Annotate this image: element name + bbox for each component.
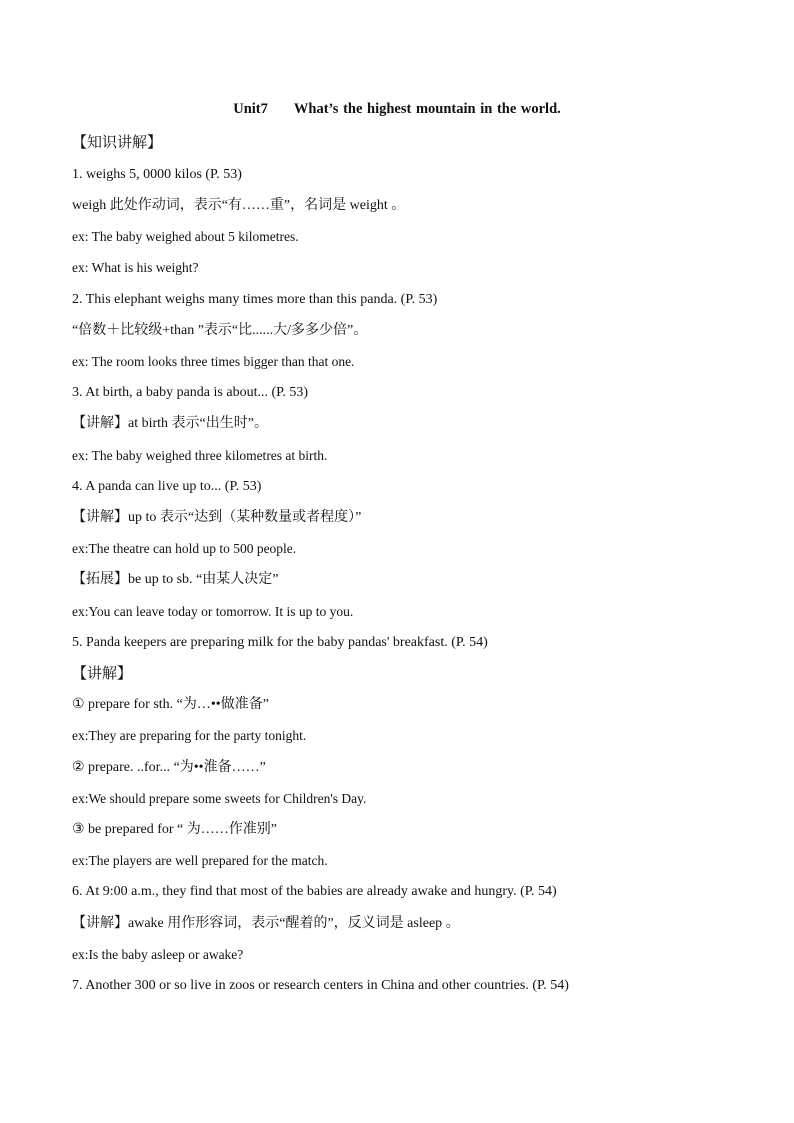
item-6-explanation: 【讲解】awake 用作形容词，表示“醒着的”，反义词是 asleep 。 xyxy=(72,916,460,931)
section-heading: 【知识讲解】 xyxy=(72,135,163,151)
item-5-explanation-label: 【讲解】 xyxy=(72,666,133,682)
item-1-example-2: ex: What is his weight? xyxy=(72,260,199,275)
item-5-usage-2-example: ex:We should prepare some sweets for Children's Day. xyxy=(72,791,367,806)
title-text: What’s the highest mountain in the world. xyxy=(293,101,561,117)
item-4-heading: 4. A panda can live up to... (P. 53) xyxy=(72,479,262,494)
item-5-usage-2: ② prepare. ..for... “为••淮备……” xyxy=(72,760,266,775)
item-2-heading: 2. This elephant weighs many times more than this panda. (P. 53) xyxy=(72,292,438,307)
item-2-explanation: “倍数＋比较级+than ”表示“比......大/多多少倍”。 xyxy=(72,323,368,338)
item-7-heading: 7. Another 300 or so live in zoos or research centers in China and other countries. (P. 54) xyxy=(72,978,569,993)
item-5-usage-3-example: ex:The players are well prepared for the match. xyxy=(72,853,328,868)
item-4-explanation: 【讲解】up to 表示“达到（某种数量或者程度）” xyxy=(72,510,362,525)
unit-label: Unit7 xyxy=(233,101,268,117)
item-2-example: ex: The room looks three times bigger than that one. xyxy=(72,354,355,369)
item-4-example: ex:The theatre can hold up to 500 people. xyxy=(72,541,297,556)
item-6-heading: 6. At 9:00 a.m., they find that most of the babies are already awake and hungry. (P. 54) xyxy=(72,884,557,899)
item-3-explanation: 【讲解】at birth 表示“出生时”。 xyxy=(72,416,268,431)
item-5-heading: 5. Panda keepers are preparing milk for the baby pandas' breakfast. (P. 54) xyxy=(72,635,488,650)
item-5-usage-1: ① prepare for sth. “为…••做准备” xyxy=(72,697,269,712)
item-5-usage-1-example: ex:They are preparing for the party tonight. xyxy=(72,728,307,743)
document-title xyxy=(0,101,794,118)
item-1-explanation: weigh 此处作动词，表示“有……重”，名词是 weight 。 xyxy=(72,198,406,213)
item-3-heading: 3. At birth, a baby panda is about... (P. 53) xyxy=(72,385,309,400)
item-1-example-1: ex: The baby weighed about 5 kilometres. xyxy=(72,229,299,244)
item-6-example: ex:Is the baby asleep or awake? xyxy=(72,947,244,962)
item-4-extension: 【拓展】be up to sb. “由某人决定” xyxy=(72,572,279,587)
item-4-extension-example: ex:You can leave today or tomorrow. It is up to you. xyxy=(72,604,354,619)
item-1-heading: 1. weighs 5, 0000 kilos (P. 53) xyxy=(72,167,242,182)
item-3-example: ex: The baby weighed three kilometres at birth. xyxy=(72,448,328,463)
item-5-usage-3: ③ be prepared for “ 为……作准别” xyxy=(72,822,277,837)
